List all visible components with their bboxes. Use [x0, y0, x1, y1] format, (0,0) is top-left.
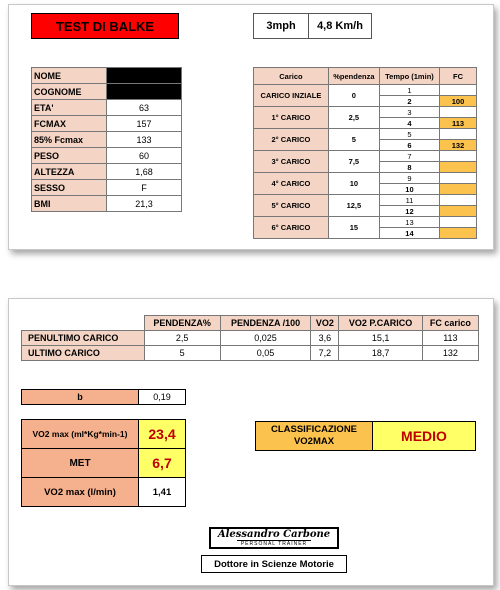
loads-header: FC	[440, 68, 477, 85]
calc-row-label: PENULTIMO CARICO	[22, 331, 145, 346]
load-minute: 8	[379, 162, 439, 173]
logo-name: Alessandro Carbone	[217, 529, 331, 540]
calc-cell: 0,05	[220, 346, 311, 361]
subject-label: BMI	[32, 196, 107, 212]
load-fc	[440, 228, 477, 239]
calc-row	[22, 346, 479, 361]
redacted-value	[107, 84, 182, 100]
calc-cell: 15,1	[339, 331, 422, 346]
speed-mph: 3mph	[253, 13, 309, 39]
subject-row	[32, 196, 182, 212]
calc-cell: 3,6	[311, 331, 339, 346]
subject-label: 85% Fcmax	[32, 132, 107, 148]
subject-value: 133	[107, 132, 182, 148]
subject-label: ETA'	[32, 100, 107, 116]
subject-value: 63	[107, 100, 182, 116]
subject-label: ALTEZZA	[32, 164, 107, 180]
load-label: 5° CARICO	[254, 195, 329, 217]
subject-label: COGNOME	[32, 84, 107, 100]
subject-row	[32, 84, 182, 100]
load-fc-blank	[440, 195, 477, 206]
b-value: 0,19	[138, 389, 186, 405]
calc-header: VO2 P.CARICO	[339, 316, 422, 331]
load-minute: 11	[379, 195, 439, 206]
loads-row	[254, 173, 477, 184]
load-fc: 113	[440, 118, 477, 129]
load-minute: 12	[379, 206, 439, 217]
met-label: MET	[21, 448, 139, 478]
load-label: CARICO INZIALE	[254, 85, 329, 107]
loads-row	[254, 151, 477, 162]
load-fc-blank	[440, 107, 477, 118]
redacted-value	[107, 68, 182, 84]
load-label: 1° CARICO	[254, 107, 329, 129]
vo2max-l-label: VO2 max (l/min)	[21, 477, 139, 507]
degree-label: Dottore in Scienze Motorie	[201, 555, 347, 573]
vo2max-label: VO2 max (ml*Kg*min-1)	[21, 419, 139, 449]
load-fc-blank	[440, 151, 477, 162]
load-slope: 0	[328, 85, 379, 107]
results-panel	[8, 298, 494, 586]
load-fc-blank	[440, 173, 477, 184]
calc-header: VO2	[311, 316, 339, 331]
load-label: 2° CARICO	[254, 129, 329, 151]
subject-row	[32, 116, 182, 132]
load-fc	[440, 162, 477, 173]
load-label: 6° CARICO	[254, 217, 329, 239]
loads-header: %pendenza	[328, 68, 379, 85]
subject-value: 21,3	[107, 196, 182, 212]
calc-header: PENDENZA%	[144, 316, 220, 331]
subject-row	[32, 180, 182, 196]
vo2max-l-value: 1,41	[138, 477, 186, 507]
load-fc-blank	[440, 217, 477, 228]
loads-row	[254, 195, 477, 206]
load-slope: 2,5	[328, 107, 379, 129]
subject-table	[31, 67, 182, 212]
load-label: 3° CARICO	[254, 151, 329, 173]
load-minute: 4	[379, 118, 439, 129]
load-minute: 2	[379, 96, 439, 107]
calc-cell: 2,5	[144, 331, 220, 346]
load-minute: 13	[379, 217, 439, 228]
load-fc	[440, 206, 477, 217]
calc-cell: 5	[144, 346, 220, 361]
calc-header: PENDENZA /100	[220, 316, 311, 331]
subject-value: 60	[107, 148, 182, 164]
load-minute: 10	[379, 184, 439, 195]
loads-row	[254, 129, 477, 140]
b-label: b	[21, 389, 139, 405]
loads-row	[254, 217, 477, 228]
load-slope: 5	[328, 129, 379, 151]
load-slope: 10	[328, 173, 379, 195]
logo-subtitle: PERSONAL TRAINER	[237, 540, 311, 547]
loads-row	[254, 85, 477, 96]
load-fc-blank	[440, 85, 477, 96]
subject-row	[32, 164, 182, 180]
load-slope: 7,5	[328, 151, 379, 173]
load-minute: 5	[379, 129, 439, 140]
calc-cell: 7,2	[311, 346, 339, 361]
load-minute: 6	[379, 140, 439, 151]
calc-table	[21, 315, 479, 361]
met-value: 6,7	[138, 448, 186, 478]
subject-value: F	[107, 180, 182, 196]
test-title: TEST DI BALKE	[31, 13, 179, 39]
subject-row	[32, 100, 182, 116]
load-fc: 132	[440, 140, 477, 151]
subject-row	[32, 148, 182, 164]
calc-cell: 18,7	[339, 346, 422, 361]
calc-header: FC carico	[422, 316, 478, 331]
loads-header: Carico	[254, 68, 329, 85]
calc-cell: 132	[422, 346, 478, 361]
load-fc-blank	[440, 129, 477, 140]
subject-label: FCMAX	[32, 116, 107, 132]
loads-table	[253, 67, 477, 239]
loads-row	[254, 107, 477, 118]
load-fc: 100	[440, 96, 477, 107]
calc-cell: 113	[422, 331, 478, 346]
classification-value: MEDIO	[372, 421, 476, 451]
load-label: 4° CARICO	[254, 173, 329, 195]
subject-row	[32, 68, 182, 84]
subject-value: 157	[107, 116, 182, 132]
load-minute: 9	[379, 173, 439, 184]
calc-cell: 0,025	[220, 331, 311, 346]
subject-value: 1,68	[107, 164, 182, 180]
calc-corner	[22, 316, 145, 331]
load-slope: 15	[328, 217, 379, 239]
trainer-logo	[209, 527, 339, 549]
subject-label: PESO	[32, 148, 107, 164]
vo2max-value: 23,4	[138, 419, 186, 449]
load-slope: 12,5	[328, 195, 379, 217]
load-minute: 7	[379, 151, 439, 162]
subject-row	[32, 132, 182, 148]
subject-label: NOME	[32, 68, 107, 84]
load-minute: 1	[379, 85, 439, 96]
calc-row-label: ULTIMO CARICO	[22, 346, 145, 361]
speed-kmh: 4,8 Km/h	[308, 13, 372, 39]
subject-label: SESSO	[32, 180, 107, 196]
classification-label: CLASSIFICAZIONE VO2MAX	[255, 421, 373, 451]
load-fc	[440, 184, 477, 195]
balke-test-panel	[8, 4, 494, 250]
loads-header: Tempo (1min)	[379, 68, 439, 85]
load-minute: 14	[379, 228, 439, 239]
calc-row	[22, 331, 479, 346]
load-minute: 3	[379, 107, 439, 118]
